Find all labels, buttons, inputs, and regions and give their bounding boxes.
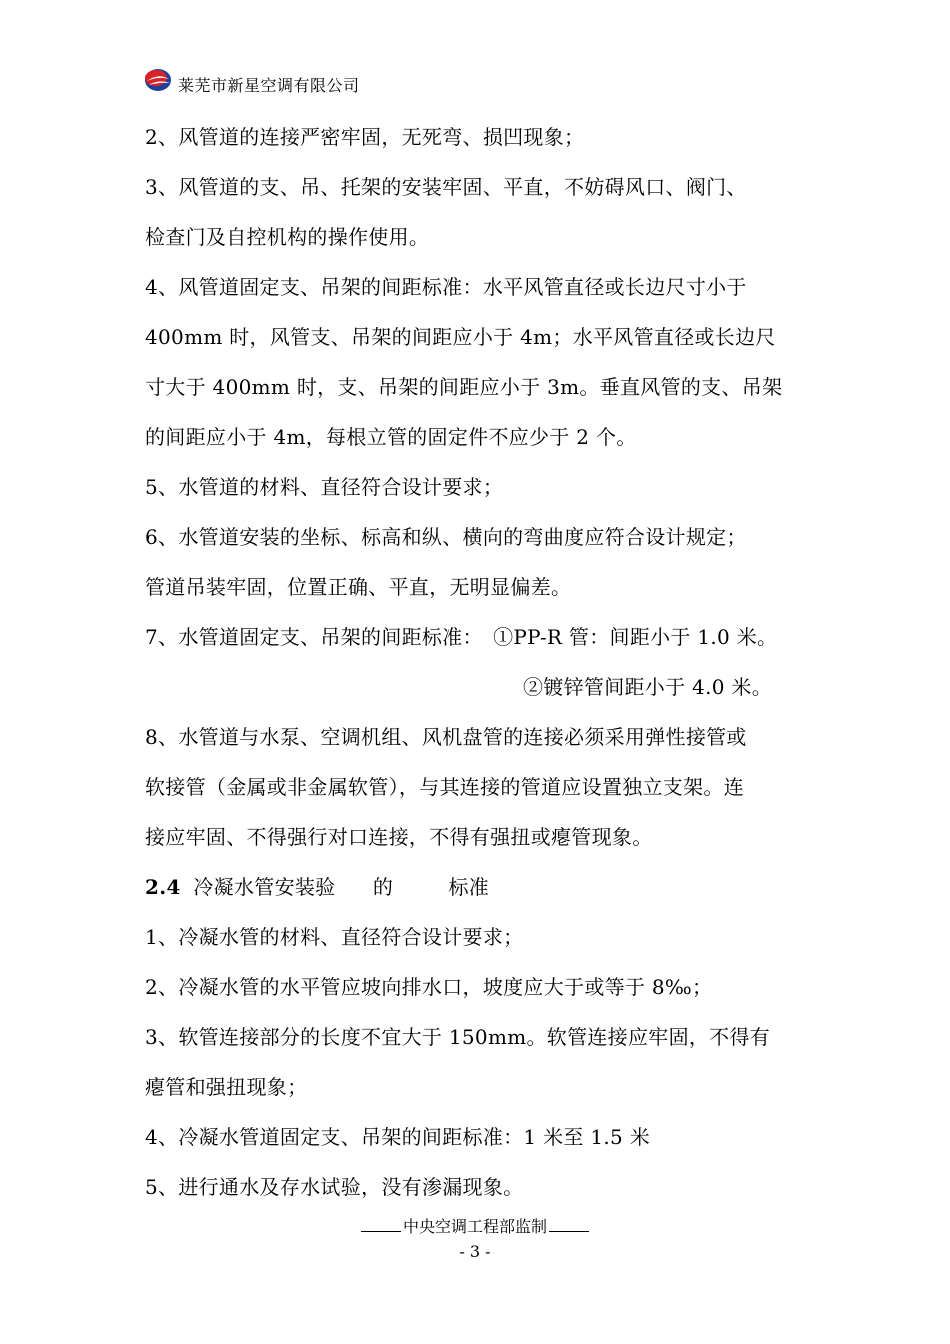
section-title-part: 标准 xyxy=(448,875,490,899)
footer-text: 中央空调工程部监制 xyxy=(402,1217,547,1236)
page-header xyxy=(142,64,360,94)
section-number: 2.4 xyxy=(145,875,181,899)
footer-rule xyxy=(549,1231,589,1232)
paragraph: 6、水管道安装的坐标、标高和纵、横向的弯曲度应符合设计规定； xyxy=(145,525,747,549)
paragraph: 4、风管道固定支、吊架的间距标准：水平风管直径或长边尺寸小于 xyxy=(145,275,747,299)
paragraph: 寸大于 400mm 时，支、吊架的间距应小于 3m。垂直风管的支、吊架 xyxy=(145,375,783,399)
footer-rule xyxy=(361,1231,401,1232)
paragraph: 的间距应小于 4m，每根立管的固定件不应少于 2 个。 xyxy=(145,425,637,449)
company-logo-icon xyxy=(142,64,174,94)
paragraph: 软接管（金属或非金属软管），与其连接的管道应设置独立支架。连 xyxy=(145,775,744,799)
paragraph: 3、软管连接部分的长度不宜大于 150mm。软管连接应牢固，不得有 xyxy=(145,1025,771,1049)
paragraph: 8、水管道与水泵、空调机组、风机盘管的连接必须采用弹性接管或 xyxy=(145,725,747,749)
paragraph: 接应牢固、不得强行对口连接，不得有强扭或瘪管现象。 xyxy=(145,825,653,849)
document-body xyxy=(145,112,817,1212)
company-name: 莱芜市新星空调有限公司 xyxy=(178,75,360,95)
paragraph: 5、水管道的材料、直径符合设计要求； xyxy=(145,475,504,499)
page-footer xyxy=(0,1214,950,1237)
paragraph: 瘪管和强扭现象； xyxy=(145,1075,308,1099)
paragraph: ②镀锌管间距小于 4.0 米。 xyxy=(523,675,773,699)
paragraph: 检查门及自控机构的操作使用。 xyxy=(145,225,430,249)
paragraph: 3、风管道的支、吊、托架的安装牢固、平直，不妨碍风口、阀门、 xyxy=(145,175,747,199)
section-title-part: 冷凝水管安装验 xyxy=(193,875,336,899)
section-heading xyxy=(145,862,817,912)
page-number: - 3 - xyxy=(459,1242,491,1261)
paragraph: 5、进行通水及存水试验，没有渗漏现象。 xyxy=(145,1175,524,1199)
section-title-part: 的 xyxy=(372,875,394,899)
paragraph: 2、冷凝水管的水平管应坡向排水口，坡度应大于或等于 8‰； xyxy=(145,975,713,999)
paragraph: 1、冷凝水管的材料、直径符合设计要求； xyxy=(145,925,524,949)
paragraph: 7、水管道固定支、吊架的间距标准： ①PP-R 管：间距小于 1.0 米。 xyxy=(145,625,778,649)
paragraph: 2、风管道的连接严密牢固，无死弯、损凹现象； xyxy=(145,125,585,149)
paragraph: 400mm 时，风管支、吊架的间距应小于 4m；水平风管直径或长边尺 xyxy=(145,325,776,349)
paragraph: 管道吊装牢固，位置正确、平直，无明显偏差。 xyxy=(145,575,572,599)
paragraph: 4、冷凝水管道固定支、吊架的间距标准：1 米至 1.5 米 xyxy=(145,1125,651,1149)
